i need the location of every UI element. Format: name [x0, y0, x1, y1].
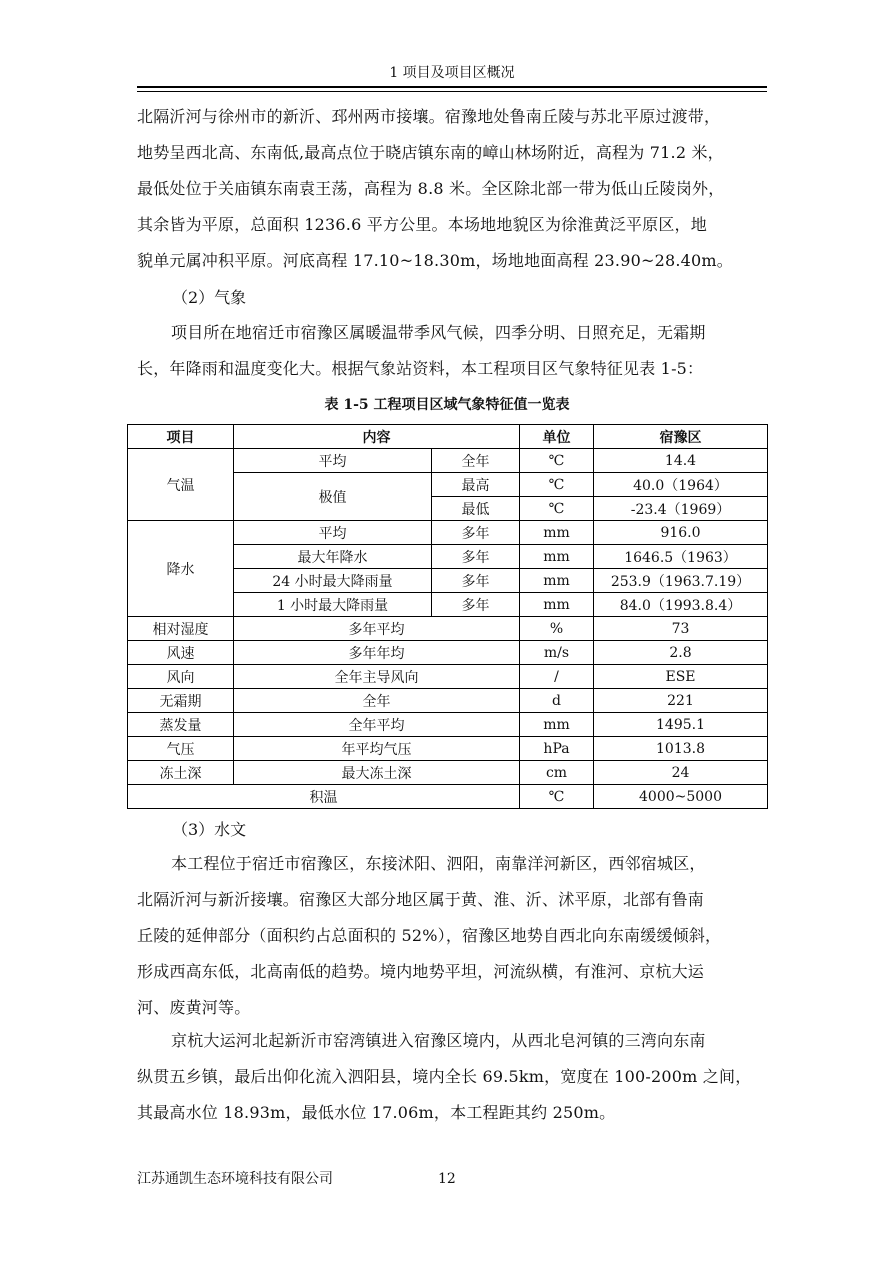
section-heading-hydrology: （3）水文	[172, 820, 247, 839]
cell-value: 2.8	[594, 641, 768, 665]
cell-content: 全年	[234, 689, 520, 713]
text-line: 本工程位于宿迁市宿豫区，东接沭阳、泗阳，南靠洋河新区，西邻宿城区，	[171, 854, 706, 873]
cell-period: 最高	[432, 473, 520, 497]
section-heading-climate: （2）气象	[172, 288, 247, 307]
cell-unit: mm	[520, 521, 594, 545]
cell-unit: mm	[520, 593, 594, 617]
table-row	[128, 689, 768, 713]
table-row	[128, 761, 768, 785]
cell-period: 多年	[432, 545, 520, 569]
cell-content: 24 小时最大降雨量	[234, 569, 432, 593]
cell-unit: ℃	[520, 449, 594, 473]
text-line: 地势呈西北高、东南低,最高点位于晓店镇东南的嶂山林场附近，高程为 71.2 米，	[137, 143, 724, 162]
cell-unit: cm	[520, 761, 594, 785]
cell-period: 多年	[432, 569, 520, 593]
table-row	[128, 737, 768, 761]
row-label-temperature: 气温	[128, 449, 234, 521]
text-line: 北隔沂河与徐州市的新沂、邳州两市接壤。宿豫地处鲁南丘陵与苏北平原过渡带，	[137, 107, 721, 126]
table-row	[128, 713, 768, 737]
cell-value: 916.0	[594, 521, 768, 545]
cell-unit: ℃	[520, 785, 594, 809]
cell-content: 最大年降水	[234, 545, 432, 569]
text-line: 纵贯五乡镇，最后出仰化流入泗阳县，境内全长 69.5km，宽度在 100-200m 之间，	[137, 1067, 752, 1086]
cell-content: 多年平均	[234, 617, 520, 641]
cell-period: 全年	[432, 449, 520, 473]
cell-unit: mm	[520, 713, 594, 737]
text-line: 其最高水位 18.93m，最低水位 17.06m，本工程距其约 250m。	[137, 1103, 616, 1122]
header-region: 宿豫区	[594, 425, 768, 449]
cell-unit: /	[520, 665, 594, 689]
paragraph-climate	[137, 315, 759, 387]
text-line: 丘陵的延伸部分（面积约占总面积的 52%），宿豫区地势自西北向东南缓缓倾斜，	[137, 926, 722, 945]
paragraph-geography	[137, 99, 759, 279]
running-header: 1 项目及项目区概况	[389, 65, 515, 81]
cell-period: 多年	[432, 593, 520, 617]
cell-unit: %	[520, 617, 594, 641]
cell-value: 253.9（1963.7.19）	[594, 569, 768, 593]
cell-value: 24	[594, 761, 768, 785]
cell-value: 1495.1	[594, 713, 768, 737]
cell-item: 风向	[128, 665, 234, 689]
cell-content: 全年主导风向	[234, 665, 520, 689]
page-number: 12	[438, 1171, 456, 1187]
cell-unit: ℃	[520, 497, 594, 521]
cell-item: 冻土深	[128, 761, 234, 785]
cell-value: 1013.8	[594, 737, 768, 761]
cell-period: 最低	[432, 497, 520, 521]
table-header-row	[128, 425, 768, 449]
text-line: 其余皆为平原，总面积 1236.6 平方公里。本场地地貌区为徐淮黄泛平原区，地	[137, 215, 707, 234]
table-row	[128, 617, 768, 641]
cell-content: 多年年均	[234, 641, 520, 665]
text-line: 最低处位于关庙镇东南袁王荡，高程为 8.8 米。全区除北部一带为低山丘陵岗外，	[137, 179, 725, 198]
cell-value: 40.0（1964）	[594, 473, 768, 497]
cell-content: 年平均气压	[234, 737, 520, 761]
cell-value: 4000~5000	[594, 785, 768, 809]
paragraph-hydrology	[137, 846, 759, 1026]
cell-unit: mm	[520, 569, 594, 593]
cell-item: 积温	[128, 785, 520, 809]
cell-period: 多年	[432, 521, 520, 545]
table-row	[128, 641, 768, 665]
text-line: 北隔沂河与新沂接壤。宿豫区大部分地区属于黄、淮、沂、沭平原，北部有鲁南	[137, 890, 705, 909]
cell-unit: ℃	[520, 473, 594, 497]
text-line: 貌单元属冲积平原。河底高程 17.10~18.30m，场地地面高程 23.90~28.40m。	[137, 251, 733, 270]
cell-item: 无霜期	[128, 689, 234, 713]
cell-value: ESE	[594, 665, 768, 689]
header-unit: 单位	[520, 425, 594, 449]
header-rule-thick	[137, 86, 767, 88]
header-item: 项目	[128, 425, 234, 449]
text-line: 长，年降雨和温度变化大。根据气象站资料，本工程项目区气象特征见表 1-5：	[137, 359, 704, 378]
cell-value: 73	[594, 617, 768, 641]
row-label-precipitation: 降水	[128, 521, 234, 617]
header-content: 内容	[234, 425, 520, 449]
cell-content: 平均	[234, 449, 432, 473]
cell-unit: mm	[520, 545, 594, 569]
header-rule-thin	[137, 91, 767, 92]
cell-content: 最大冻土深	[234, 761, 520, 785]
table-row	[128, 449, 768, 473]
paragraph-grand-canal	[137, 1023, 759, 1131]
cell-unit: m/s	[520, 641, 594, 665]
cell-unit: hPa	[520, 737, 594, 761]
text-line: 京杭大运河北起新沂市窑湾镇进入宿豫区境内，从西北皂河镇的三湾向东南	[171, 1031, 706, 1050]
cell-value: 14.4	[594, 449, 768, 473]
cell-item: 气压	[128, 737, 234, 761]
table-row	[128, 665, 768, 689]
cell-item: 蒸发量	[128, 713, 234, 737]
cell-content: 极值	[234, 473, 432, 521]
cell-item: 风速	[128, 641, 234, 665]
text-line: 河、废黄河等。	[137, 998, 251, 1017]
table-caption: 表 1-5 工程项目区域气象特征值一览表	[324, 397, 570, 413]
cell-content: 1 小时最大降雨量	[234, 593, 432, 617]
cell-value: 84.0（1993.8.4）	[594, 593, 768, 617]
cell-value: 1646.5（1963）	[594, 545, 768, 569]
cell-value: -23.4（1969）	[594, 497, 768, 521]
text-line: 项目所在地宿迁市宿豫区属暖温带季风气候，四季分明、日照充足，无霜期	[171, 323, 706, 342]
cell-value: 221	[594, 689, 768, 713]
footer-company: 江苏通凯生态环境科技有限公司	[137, 1171, 333, 1187]
cell-content: 平均	[234, 521, 432, 545]
cell-content: 全年平均	[234, 713, 520, 737]
table-row	[128, 521, 768, 545]
meteorology-table	[127, 424, 768, 809]
cell-unit: d	[520, 689, 594, 713]
text-line: 形成西高东低，北高南低的趋势。境内地势平坦，河流纵横，有淮河、京杭大运	[137, 962, 705, 981]
table-row	[128, 785, 768, 809]
cell-item: 相对湿度	[128, 617, 234, 641]
